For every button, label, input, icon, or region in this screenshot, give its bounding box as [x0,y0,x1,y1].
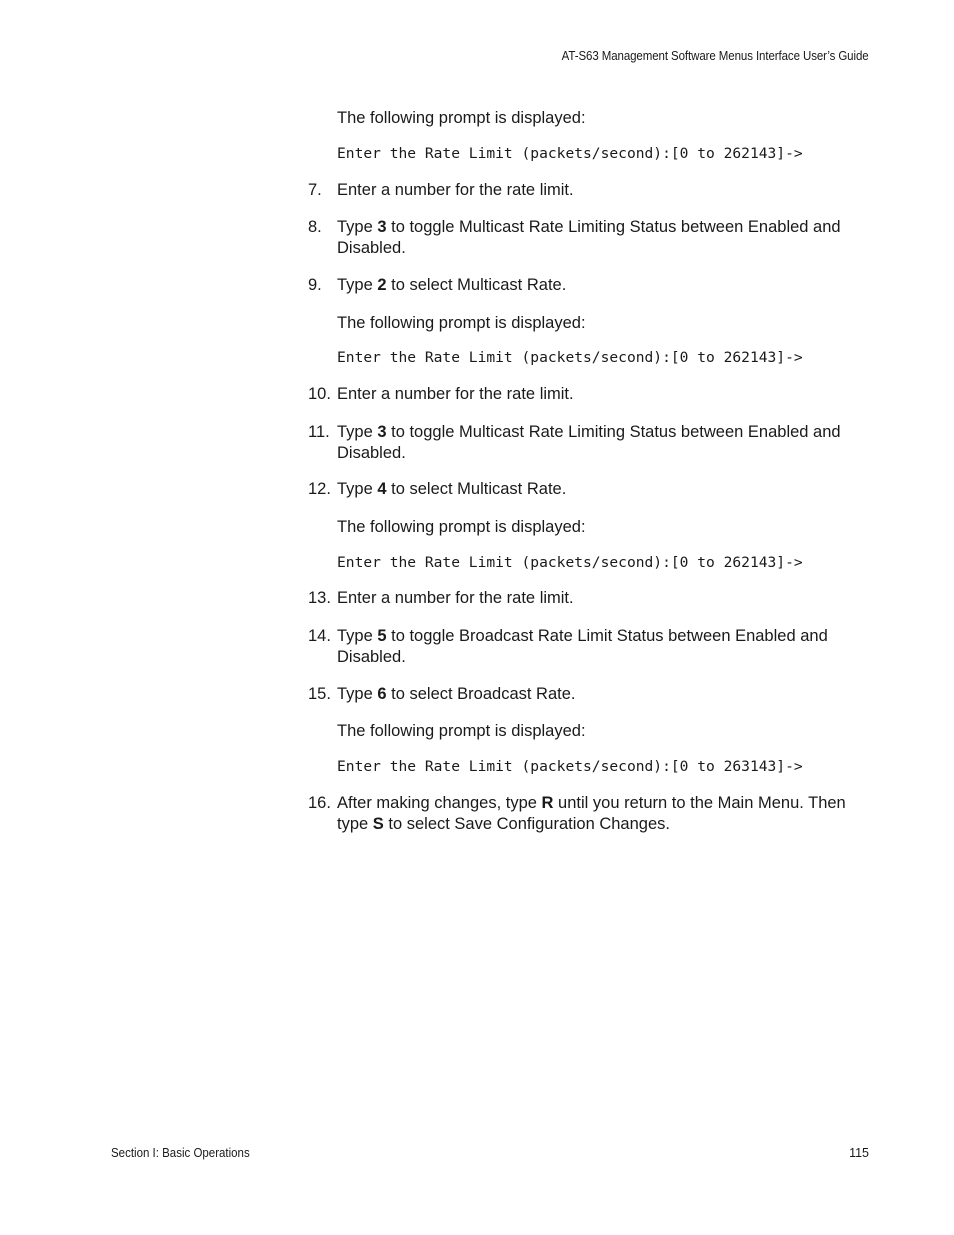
step-text: Type 6 to select Broadcast Rate. [337,685,576,703]
key-label: 3 [377,423,387,441]
step-text: Type 3 to toggle Multicast Rate Limiting Status between Enabled and Disabled. [337,423,841,462]
key-label: R [541,794,554,812]
step-text: Enter a number for the rate limit. [337,385,574,403]
key-label: 4 [377,480,387,498]
prompt-code: Enter the Rate Limit (packets/second):[0 to 262143]-> [337,349,803,366]
page-number: 115 [849,1146,869,1160]
footer-section: Section I: Basic Operations [111,1146,250,1160]
step-number: 11. [308,423,330,441]
prompt-code: Enter the Rate Limit (packets/second):[0 to 262143]-> [337,145,803,162]
step-text: Type 4 to select Multicast Rate. [337,480,567,498]
prompt-intro-text: The following prompt is displayed: [337,518,586,536]
prompt-intro-text: The following prompt is displayed: [337,314,586,332]
step-text: Enter a number for the rate limit. [337,181,574,199]
step-number: 13. [308,589,331,607]
key-label: 3 [377,218,387,236]
step-number: 10. [308,385,331,403]
key-label: 2 [377,276,387,294]
step-text: Type 2 to select Multicast Rate. [337,276,567,294]
step-number: 14. [308,627,331,645]
step-number: 12. [308,480,331,498]
key-label: 6 [377,685,387,703]
step-number: 8. [308,218,322,236]
step-text: Type 3 to toggle Multicast Rate Limiting Status between Enabled and Disabled. [337,218,841,257]
prompt-intro-text: The following prompt is displayed: [337,109,586,127]
running-header: AT-S63 Management Software Menus Interface User’s Guide [562,49,869,63]
step-text: Enter a number for the rate limit. [337,589,574,607]
key-label: 5 [377,627,387,645]
step-text: Type 5 to toggle Broadcast Rate Limit Status between Enabled and Disabled. [337,627,828,666]
step-text: After making changes, type R until you return to the Main Menu. Then type S to select Save Configuration Changes. [337,794,846,833]
step-number: 7. [308,181,322,199]
prompt-intro-text: The following prompt is displayed: [337,722,586,740]
prompt-code: Enter the Rate Limit (packets/second):[0 to 263143]-> [337,758,803,775]
step-number: 15. [308,685,331,703]
step-number: 16. [308,794,331,812]
prompt-code: Enter the Rate Limit (packets/second):[0 to 262143]-> [337,554,803,571]
step-number: 9. [308,276,322,294]
key-label: S [372,814,384,833]
